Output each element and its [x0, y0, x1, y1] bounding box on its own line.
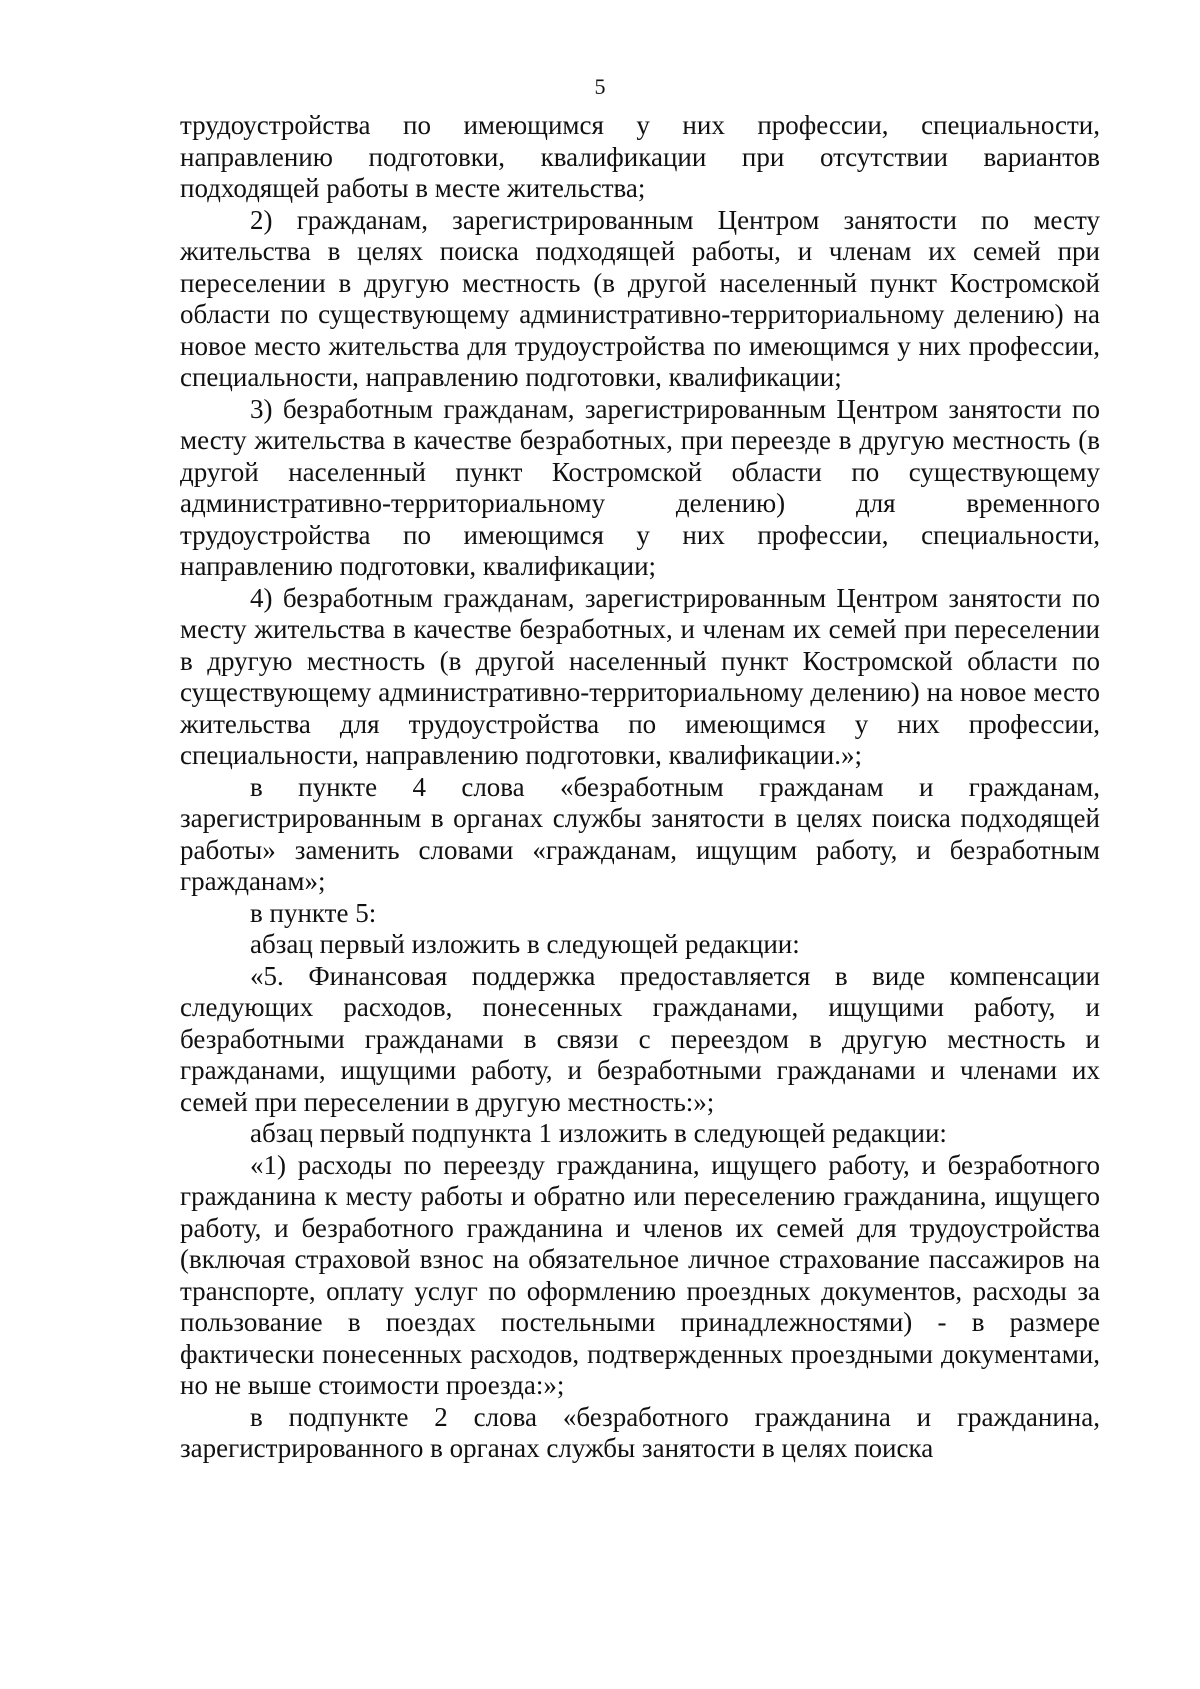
paragraph-subclause-1-text: «1) расходы по переезду гражданина, ищущего работу, и безработного гражданина к месту работы и обратно или переселению гражданина, ищущего работу, и безработного гражданина и членов их семей для трудоустройства (включая страховой взнос на обязательное личное страхование пассажиров на транспорте, оплату услуг по оформлению проездных документов, расходы за пользование в поездах постельными принадлежностями) - в размере фактически понесенных расходов, подтвержденных проездными документами, но не выше стоимости проезда:»;: [180, 1149, 1100, 1400]
page-number: 5: [594, 74, 606, 99]
paragraph-item-4: 4) безработным гражданам, зарегистрированным Центром занятости по месту жительства в качестве безработных, и членам их семей при переселении в другую местность (в другой населенный пункт Костромской области по существующему административно-территориальному делению) на новое место жительства для трудоустройства по имеющимся у них профессии, специальности, направлению подготовки, квалификации.»;: [180, 582, 1100, 770]
paragraph-subclause-2-amendment: в подпункте 2 слова «безработного гражданина и гражданина, зарегистрированного в органах службы занятости в целях поиска: [180, 1401, 1100, 1463]
paragraph-clause-5-text: «5. Финансовая поддержка предоставляется в виде компенсации следующих расходов, понесенных гражданами, ищущими работу, и безработными гражданами в связи с переездом в другую местность и гражданами, ищущими работу, и безработными гражданами и членами их семей при переселении в другую местность:»;: [180, 960, 1100, 1117]
paragraph-first-abzac-instruction: абзац первый изложить в следующей редакции:: [250, 929, 800, 959]
paragraph-item-3: 3) безработным гражданам, зарегистрированным Центром занятости по месту жительства в качестве безработных, при переезде в другую местность (в другой населенный пункт Костромской области по существующему административно-территориальному делению) для временного трудоустройства по имеющимся у них профессии, специальности, направлению подготовки, квалификации;: [180, 393, 1100, 581]
document-body: [180, 110, 1100, 1465]
paragraph-continuation: трудоустройства по имеющимся у них профессии, специальности, направлению подготовки, квалификации при отсутствии вариантов подходящей работы в месте жительства;: [180, 110, 1100, 203]
paragraph-clause-5-heading: в пункте 5:: [250, 897, 377, 928]
paragraph-subclause-1-instruction: абзац первый подпункта 1 изложить в следующей редакции:: [250, 1118, 947, 1148]
paragraph-item-2: 2) гражданам, зарегистрированным Центром занятости по месту жительства в целях поиска подходящей работы, и членам их семей при переселении в другую местность (в другой населенный пункт Костромской области по существующему административно-территориальному делению) на новое место жительства для трудоустройства по имеющимся у них профессии, специальности, направлению подготовки, квалификации;: [180, 204, 1100, 392]
paragraph-clause-4-amendment: в пункте 4 слова «безработным гражданам и гражданам, зарегистрированным в органах службы занятости в целях поиска подходящей работы» заменить словами «гражданам, ищущим работу, и безработным гражданам»;: [180, 771, 1100, 896]
